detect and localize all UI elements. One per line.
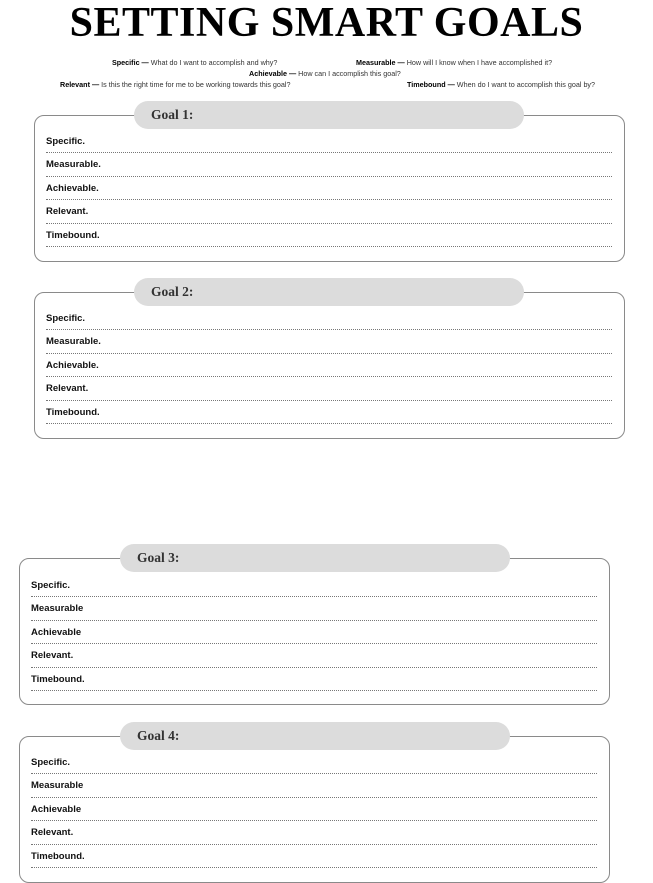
goal-header-4: Goal 4:	[120, 722, 510, 750]
goal-1-relevant-line[interactable]: Relevant.	[46, 200, 612, 223]
goal-4-measurable-line[interactable]: Measurable	[31, 774, 597, 797]
definition-term: Specific —	[112, 58, 149, 67]
goal-4-relevant-line[interactable]: Relevant.	[31, 821, 597, 844]
definition-specific	[112, 58, 277, 67]
definition-achievable	[249, 69, 401, 78]
goal-header-3: Goal 3:	[120, 544, 510, 572]
definition-measurable	[356, 58, 552, 67]
definition-term: Measurable —	[356, 58, 405, 67]
definition-term: Relevant —	[60, 80, 100, 89]
goal-header-1: Goal 1:	[134, 101, 524, 129]
goal-2-relevant-line[interactable]: Relevant.	[46, 377, 612, 400]
goal-3-achievable-line[interactable]: Achievable	[31, 621, 597, 644]
goal-header-2: Goal 2:	[134, 278, 524, 306]
definition-question: When do I want to accomplish this goal by?	[454, 80, 596, 89]
goal-3-measurable-line[interactable]: Measurable	[31, 597, 597, 620]
definition-term: Achievable —	[249, 69, 297, 78]
definition-relevant	[60, 80, 291, 89]
definition-term: Timebound —	[407, 80, 455, 89]
definition-question: How can I accomplish this goal?	[296, 69, 401, 78]
goal-2-specific-line[interactable]: Specific.	[46, 307, 612, 330]
goal-1-timebound-line[interactable]: Timebound.	[46, 224, 612, 247]
goal-2-timebound-line[interactable]: Timebound.	[46, 401, 612, 424]
goal-4-timebound-line[interactable]: Timebound.	[31, 845, 597, 868]
goal-4-achievable-line[interactable]: Achievable	[31, 798, 597, 821]
goal-3-specific-line[interactable]: Specific.	[31, 574, 597, 597]
definition-question: What do I want to accomplish and why?	[148, 58, 278, 67]
goal-4-specific-line[interactable]: Specific.	[31, 751, 597, 774]
goal-2-achievable-line[interactable]: Achievable.	[46, 354, 612, 377]
definition-question: Is this the right time for me to be working towards this goal?	[99, 80, 291, 89]
page-title: SETTING SMART GOALS	[69, 0, 584, 46]
goal-1-achievable-line[interactable]: Achievable.	[46, 177, 612, 200]
goal-2-measurable-line[interactable]: Measurable.	[46, 330, 612, 353]
goal-1-specific-line[interactable]: Specific.	[46, 130, 612, 153]
definition-question: How will I know when I have accomplished it?	[404, 58, 553, 67]
goal-3-relevant-line[interactable]: Relevant.	[31, 644, 597, 667]
goal-1-measurable-line[interactable]: Measurable.	[46, 153, 612, 176]
goal-3-timebound-line[interactable]: Timebound.	[31, 668, 597, 691]
definition-timebound	[407, 80, 595, 89]
